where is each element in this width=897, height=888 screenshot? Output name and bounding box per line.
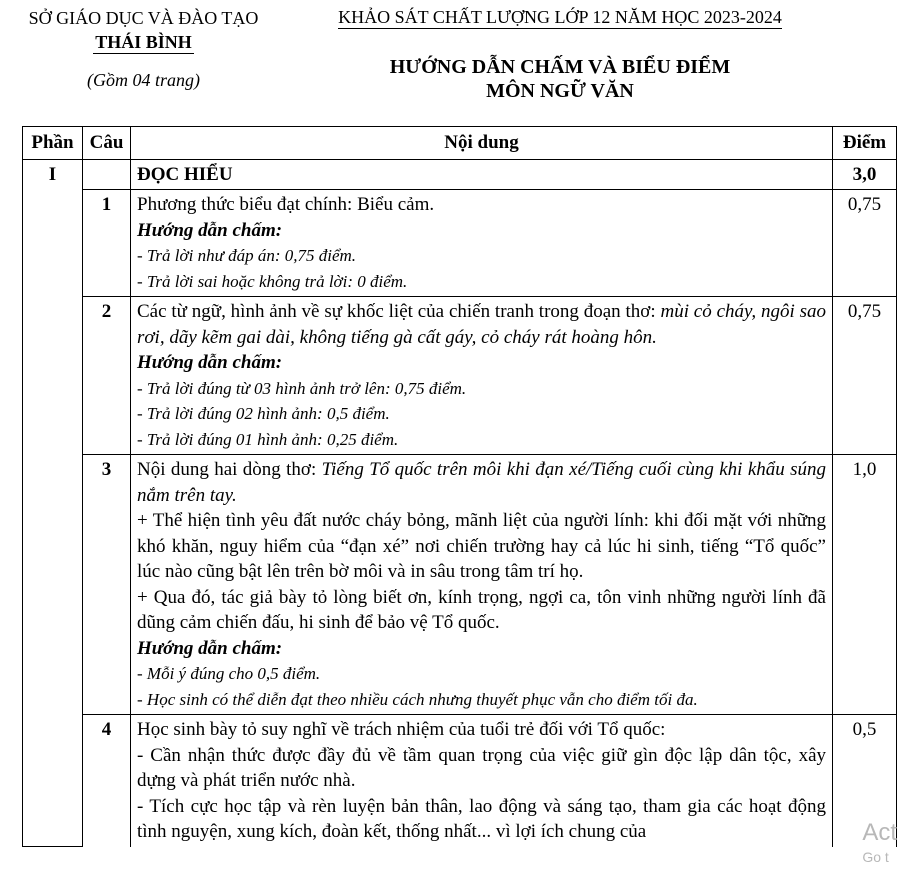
question-number: 1 <box>83 190 131 297</box>
subject-title: MÔN NGỮ VĂN <box>486 80 634 102</box>
answer-text-plain: Nội dung hai dòng thơ: <box>137 459 322 480</box>
page-count-note: (Gồm 04 trang) <box>87 70 200 90</box>
section-empty-cell <box>83 159 131 190</box>
grading-note: - Học sinh có thể diễn đạt theo nhiều cách nhưng thuyết phục vẫn cho điểm tối đa. <box>137 689 698 709</box>
grading-guide-label: Hướng dẫn chấm: <box>137 637 283 659</box>
grading-note: - Trả lời đúng từ 03 hình ảnh trở lên: 0,75 điểm. <box>137 378 467 398</box>
question-score: 0,75 <box>833 190 897 297</box>
table-row <box>23 190 897 297</box>
answer-text: Học sinh bày tỏ suy nghĩ về trách nhiệm của tuổi trẻ đối với Tổ quốc: <box>137 719 666 740</box>
watermark-line1: Act <box>862 819 897 846</box>
header-content: Nội dung <box>131 127 833 160</box>
section-row <box>23 159 897 190</box>
table-row <box>23 715 897 847</box>
grading-note: - Trả lời đúng 01 hình ảnh: 0,25 điểm. <box>137 429 399 449</box>
activation-watermark <box>862 818 897 866</box>
table-row <box>23 455 897 715</box>
table-header-row <box>23 127 897 160</box>
grading-table <box>22 126 897 847</box>
question-content <box>131 455 833 715</box>
title-block <box>320 6 800 103</box>
answer-text <box>137 299 826 350</box>
watermark-line2: Go t <box>862 849 889 865</box>
section-title: ĐỌC HIỂU <box>131 159 833 190</box>
answer-point: + Qua đó, tác giả bày tỏ lòng biết ơn, kính trọng, ngợi ca, tôn vinh những người lính đã dũng cảm chiến đấu, hi sinh để bảo vệ Tổ quốc. <box>137 586 826 633</box>
answer-text-quote: Tiếng Tổ quốc trên môi khi đạn xé/Tiếng cuối cùng khi khẩu súng nắm trên tay. <box>137 459 826 506</box>
question-score: 0,75 <box>833 297 897 455</box>
survey-title: KHẢO SÁT CHẤT LƯỢNG LỚP 12 NĂM HỌC 2023-2024 <box>338 7 782 27</box>
header-question: Câu <box>83 127 131 160</box>
question-number: 3 <box>83 455 131 715</box>
question-content <box>131 297 833 455</box>
issuer-block <box>0 6 287 92</box>
grading-note: - Mỗi ý đúng cho 0,5 điểm. <box>137 664 321 683</box>
issuer-department: SỞ GIÁO DỤC VÀ ĐÀO TẠO <box>28 8 259 28</box>
answer-point: + Thể hiện tình yêu đất nước cháy bỏng, mãnh liệt của người lính: khi đối mặt với những khó khăn, nguy hiểm của “đạn xé” nơi chiến trường hay cả lúc hi sinh, tiếng “Tổ quốc” lúc nào cũng bật lên trên bờ môi và in sâu trong tâm trí họ. <box>137 510 826 582</box>
grading-note: - Trả lời đúng 02 hình ảnh: 0,5 điểm. <box>137 404 390 423</box>
document-title: HƯỚNG DẪN CHẤM VÀ BIỂU ĐIỂM <box>389 56 731 78</box>
header-part: Phần <box>23 127 83 160</box>
question-score: 0,5 <box>833 715 897 847</box>
section-part-number: I <box>23 159 83 847</box>
question-content <box>131 715 833 847</box>
issuer-province: THÁI BÌNH <box>95 32 192 52</box>
grading-note: - Trả lời sai hoặc không trả lời: 0 điểm. <box>137 271 408 291</box>
header-score: Điểm <box>833 127 897 160</box>
answer-text-quote: mùi cỏ cháy, ngôi sao rơi, dãy kẽm gai dài, không tiếng gà cất gáy, cỏ cháy rát hoàng hôn. <box>137 301 826 348</box>
answer-text <box>137 457 826 508</box>
answer-text: Phương thức biểu đạt chính: Biểu cảm. <box>137 194 435 215</box>
grading-guide-label: Hướng dẫn chấm: <box>137 352 283 373</box>
question-score: 1,0 <box>833 455 897 715</box>
answer-point: - Cần nhận thức được đầy đủ về tầm quan trọng của việc giữ gìn độc lập dân tộc, xây dựng và phát triển nước nhà. <box>137 744 826 791</box>
question-number: 2 <box>83 297 131 455</box>
answer-point: - Tích cực học tập và rèn luyện bản thân, lao động và sáng tạo, tham gia các hoạt động tình nguyện, xung kích, đoàn kết, thống nhất... vì lợi ích chung của <box>137 795 826 842</box>
answer-text-plain: Các từ ngữ, hình ảnh về sự khốc liệt của chiến tranh trong đoạn thơ: <box>137 301 661 322</box>
grading-guide-label: Hướng dẫn chấm: <box>137 219 283 241</box>
question-number: 4 <box>83 715 131 847</box>
question-content <box>131 190 833 297</box>
section-score: 3,0 <box>833 159 897 190</box>
grading-note: - Trả lời như đáp án: 0,75 điểm. <box>137 246 357 265</box>
table-row <box>23 297 897 455</box>
